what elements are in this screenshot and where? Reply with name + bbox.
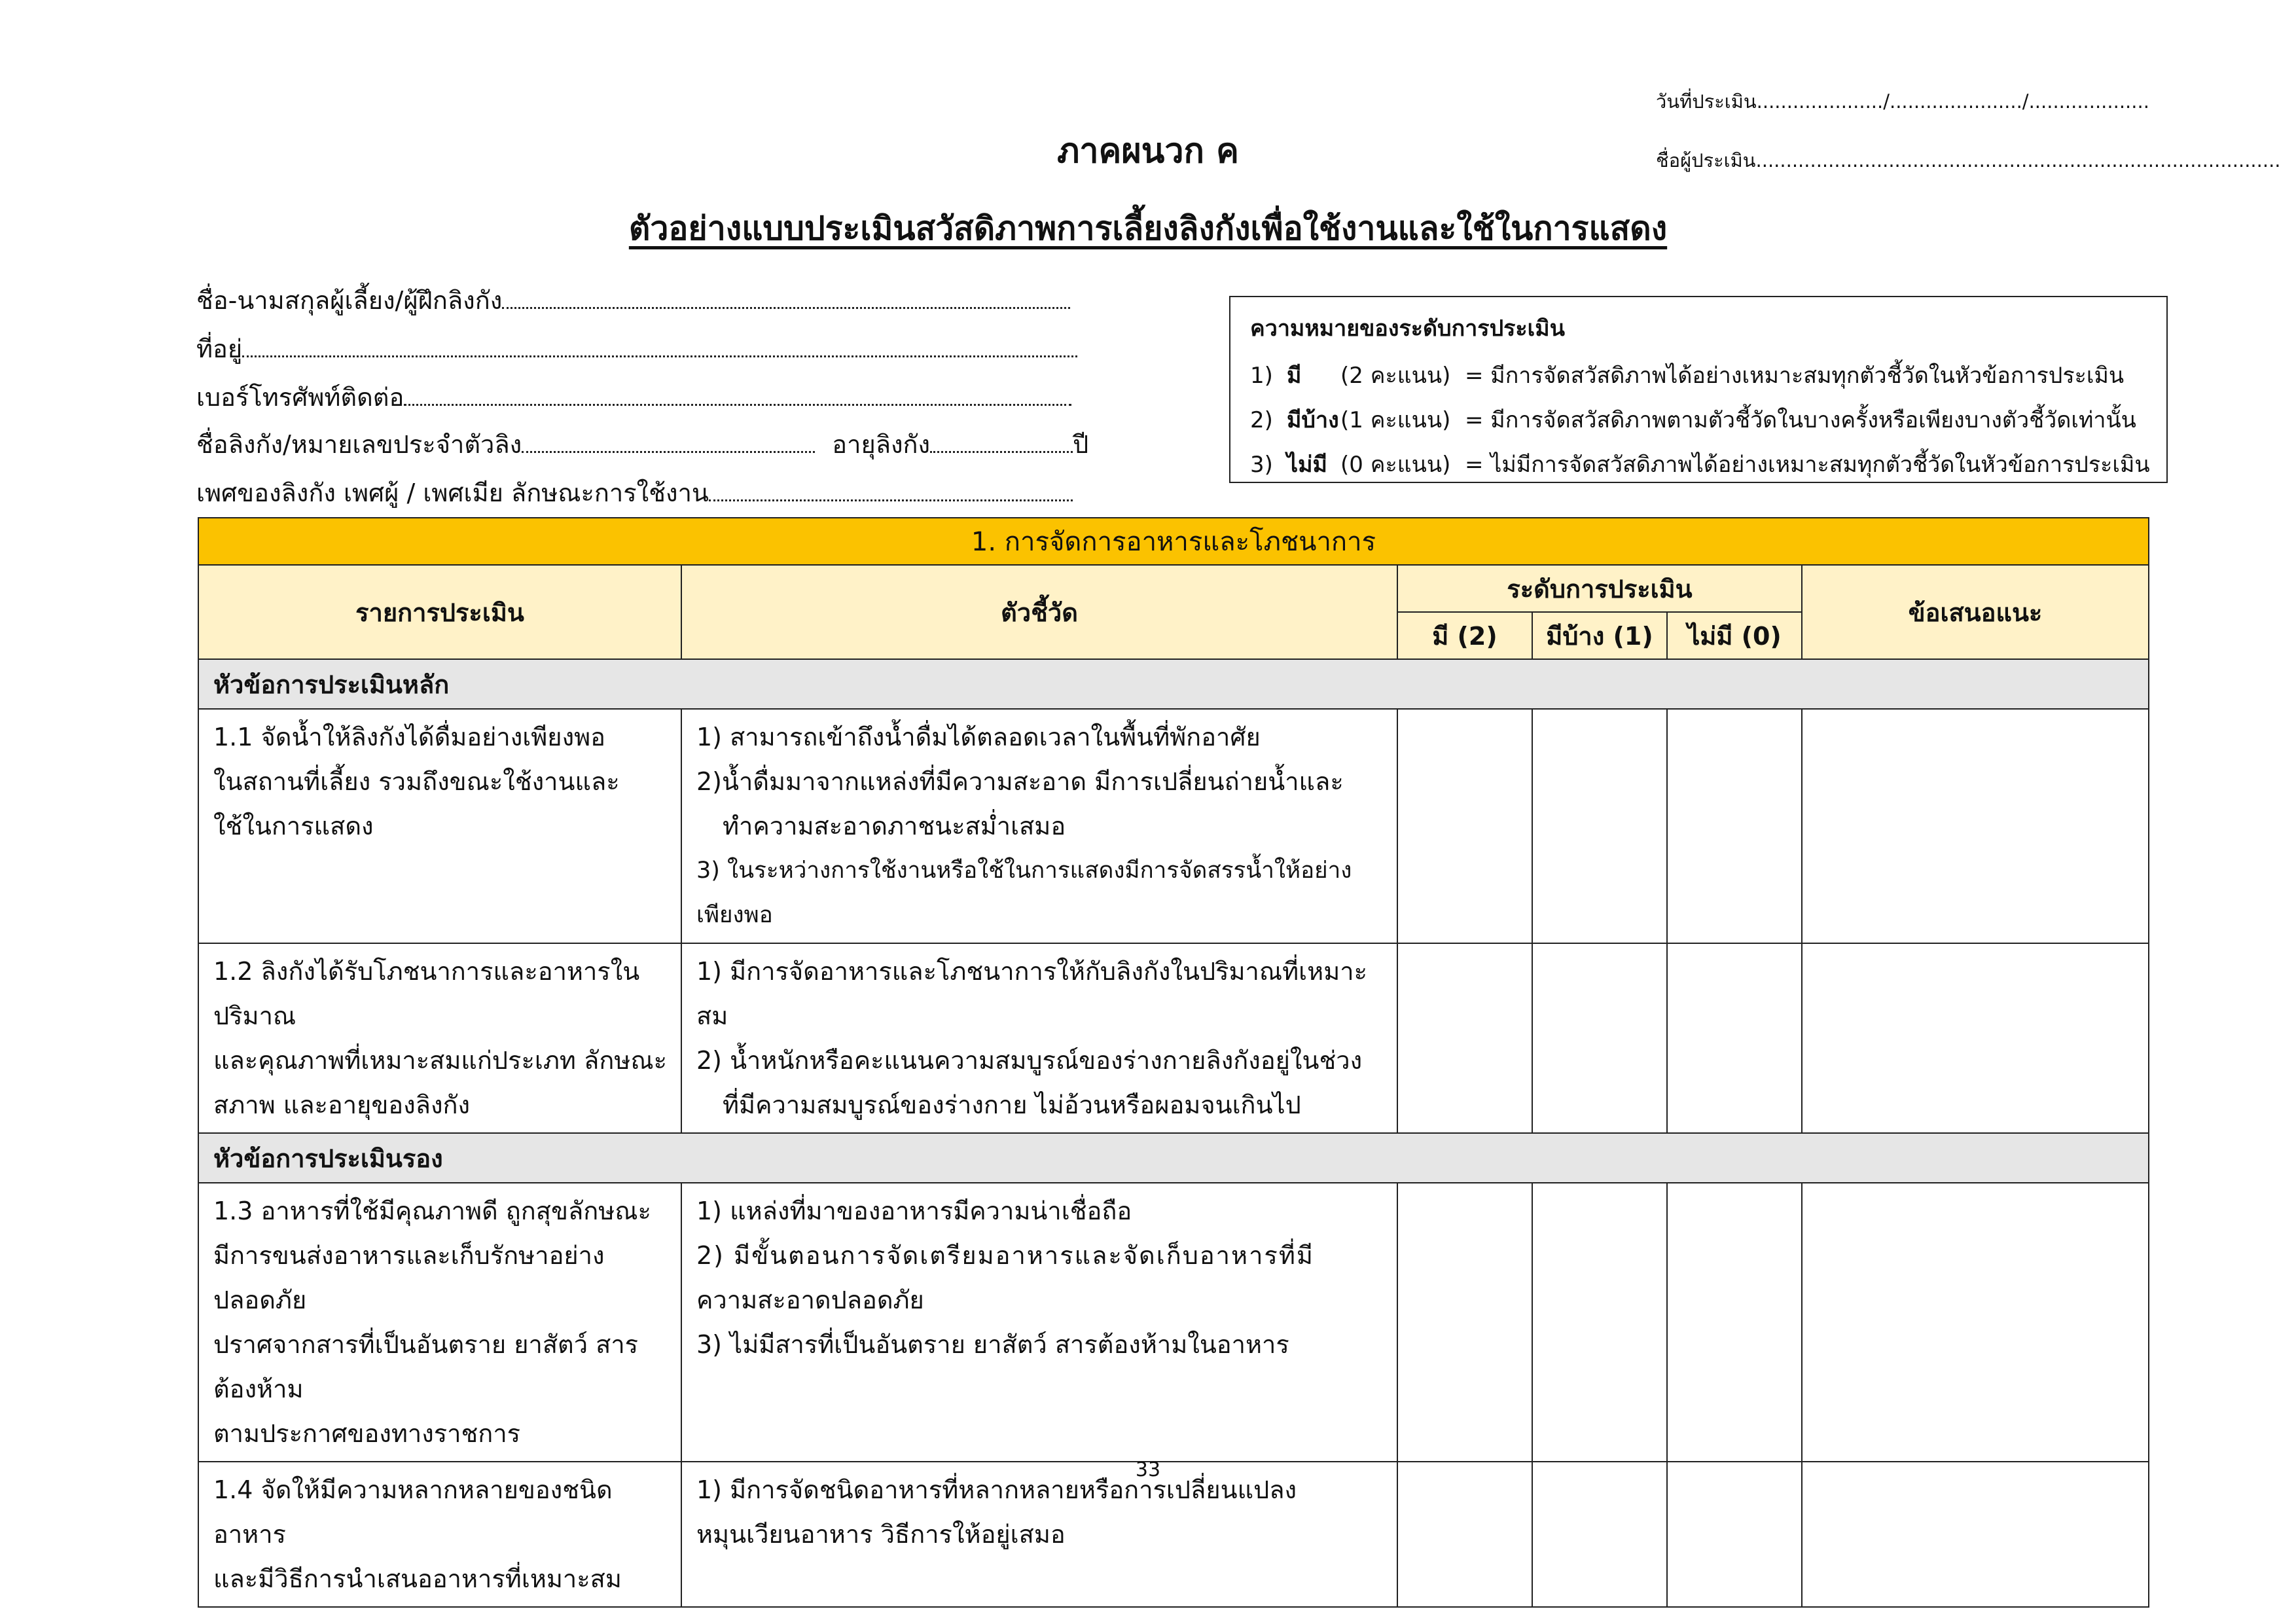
score-cell-0[interactable] (1667, 1183, 1802, 1462)
header-level-0: ไม่มี (0) (1667, 612, 1802, 659)
criteria-line: ใช้ในการแสดง (213, 812, 374, 840)
owner-name-field[interactable] (502, 287, 1070, 309)
score-cell-1[interactable] (1532, 1462, 1667, 1607)
criteria-line: ในสถานที่เลี้ยง รวมถึงขณะใช้งานและ (213, 767, 620, 796)
indicator-line: 1) แหล่งที่มาของอาหารมีความน่าเชื่อถือ (696, 1197, 1132, 1225)
phone-field[interactable] (404, 384, 1071, 406)
indicator-line: 2) น้ำหนักหรือคะแนนความสมบูรณ์ของร่างกายลิงกังอยู่ในช่วง (696, 1046, 1363, 1075)
monkey-id-line (196, 424, 1088, 464)
legend-points: (1 คะแนน) (1340, 407, 1451, 433)
sex-usage-line (196, 473, 1073, 513)
age-label: อายุลิงกัง (832, 430, 931, 459)
criteria-line: ปราศจากสารที่เป็นอันตราย ยาสัตว์ สารต้องห้าม (213, 1330, 639, 1403)
score-cell-2[interactable] (1397, 943, 1532, 1133)
secondary-group-title: หัวข้อการประเมินรอง (198, 1133, 2149, 1183)
criteria-line: และมีวิธีการนำเสนออาหารที่เหมาะสม (213, 1564, 622, 1593)
eval-date-label: วันที่ประเมิน (1656, 90, 1757, 113)
appendix-heading: ภาคผนวก ค (1057, 132, 1239, 171)
form-title: ตัวอย่างแบบประเมินสวัสดิภาพการเลี้ยงลิงกังเพื่อใช้งานและใช้ในการแสดง (628, 209, 1668, 247)
page-number: 33 (1135, 1458, 1161, 1481)
score-cell-2[interactable] (1397, 709, 1532, 943)
suggestion-cell[interactable] (1802, 1462, 2149, 1607)
suggestion-cell[interactable] (1802, 709, 2149, 943)
legend-row (1250, 402, 2147, 437)
criteria-line: 1.3 อาหารที่ใช้มีคุณภาพดี ถูกสุขลักษณะ (213, 1197, 651, 1225)
indicator-line: ทำความสะอาดภาชนะสม่ำเสมอ (723, 812, 1066, 840)
address-line (196, 329, 1077, 369)
legend-level: มี (1287, 363, 1302, 389)
header-level-2: มี (2) (1397, 612, 1532, 659)
indicator-cell (681, 709, 1397, 943)
table-row (198, 1183, 2149, 1462)
criteria-line: 1.1 จัดน้ำให้ลิงกังได้ดื่มอย่างเพียงพอ (213, 723, 606, 751)
indicator-cell (681, 1462, 1397, 1607)
criteria-line: และคุณภาพที่เหมาะสมแก่ประเภท ลักษณะ (213, 1046, 668, 1075)
eval-date-line (1656, 86, 2149, 117)
legend-row (1250, 357, 2147, 393)
indicator-line: 2)น้ำดื่มมาจากแหล่งที่มีความสะอาด มีการเปลี่ยนถ่ายน้ำและ (696, 767, 1344, 796)
indicator-line: 2) มีขั้นตอนการจัดเตรียมอาหารและจัดเก็บอาหารที่มี (696, 1241, 1314, 1270)
legend-title: ความหมายของระดับการประเมิน (1250, 316, 1565, 342)
monkey-id-field[interactable] (522, 431, 815, 453)
indicator-cell (681, 1183, 1397, 1462)
address-label: ที่อยู่ (196, 334, 243, 363)
score-cell-0[interactable] (1667, 1462, 1802, 1607)
indicator-line: หมุนเวียนอาหาร วิธีการให้อยู่เสมอ (696, 1520, 1066, 1549)
indicator-line: ความสะอาดปลอดภัย (696, 1286, 924, 1314)
assessment-table (198, 517, 2149, 1608)
indicator-line: ที่มีความสมบูรณ์ของร่างกาย ไม่อ้วนหรือผอมจนเกินไป (723, 1091, 1301, 1119)
indicator-line: 3) ในระหว่างการใช้งานหรือใช้ในการแสดงมีการจัดสรรน้ำให้อย่างเพียงพอ (696, 857, 1352, 928)
legend-desc: = มีการจัดสวัสดิภาพได้อย่างเหมาะสมทุกตัวชี้วัดในหัวข้อการประเมิน (1465, 363, 2125, 389)
age-field[interactable] (930, 431, 1073, 453)
legend-row (1250, 446, 2150, 482)
legend-points: (0 คะแนน) (1340, 452, 1451, 478)
indicator-cell (681, 943, 1397, 1133)
legend-num: 2) (1250, 407, 1273, 433)
table-row (198, 943, 2149, 1133)
header-indicators: ตัวชี้วัด (681, 565, 1397, 659)
score-cell-2[interactable] (1397, 1183, 1532, 1462)
criteria-line: สภาพ และอายุของลิงกัง (213, 1091, 471, 1119)
criteria-cell (198, 943, 681, 1133)
legend-level: มีบ้าง (1287, 407, 1339, 433)
owner-name-line (196, 280, 1070, 320)
usage-field[interactable] (709, 480, 1073, 501)
table-row (198, 1462, 2149, 1607)
section-title: 1. การจัดการอาหารและโภชนาการ (198, 518, 2149, 565)
score-cell-0[interactable] (1667, 943, 1802, 1133)
score-cell-2[interactable] (1397, 1462, 1532, 1607)
legend-points: (2 คะแนน) (1340, 363, 1451, 389)
main-group-title: หัวข้อการประเมินหลัก (198, 659, 2149, 709)
phone-label: เบอร์โทรศัพท์ติดต่อ (196, 383, 404, 412)
criteria-line: มีการขนส่งอาหารและเก็บรักษาอย่างปลอดภัย (213, 1241, 605, 1314)
indicator-line: 1) สามารถเข้าถึงน้ำดื่มได้ตลอดเวลาในพื้นที่พักอาศัย (696, 723, 1261, 751)
score-cell-1[interactable] (1532, 943, 1667, 1133)
monkey-id-label: ชื่อลิงกัง/หมายเลขประจำตัวลิง (196, 430, 522, 459)
legend-desc: = ไม่มีการจัดสวัสดิภาพได้อย่างเหมาะสมทุกตัวชี้วัดในหัวข้อการประเมิน (1465, 452, 2150, 478)
assessor-label: ชื่อผู้ประเมิน (1656, 149, 1756, 171)
legend-level: ไม่มี (1287, 452, 1327, 478)
age-unit: ปี (1073, 430, 1089, 459)
criteria-cell (198, 1462, 681, 1607)
criteria-cell (198, 1183, 681, 1462)
criteria-cell (198, 709, 681, 943)
table-row (198, 709, 2149, 943)
legend-box (1229, 296, 2168, 483)
header-level-group: ระดับการประเมิน (1397, 565, 1802, 612)
criteria-line: 1.4 จัดให้มีความหลากหลายของชนิดอาหาร (213, 1475, 613, 1549)
legend-num: 3) (1250, 452, 1273, 478)
score-cell-0[interactable] (1667, 709, 1802, 943)
legend-desc: = มีการจัดสวัสดิภาพตามตัวชี้วัดในบางครั้งหรือเพียงบางตัวชี้วัดเท่านั้น (1465, 407, 2136, 433)
header-criteria: รายการประเมิน (198, 565, 681, 659)
score-cell-1[interactable] (1532, 709, 1667, 943)
eval-date-field[interactable]: ...................../....................../.................... (1756, 90, 2149, 113)
header-suggestion: ข้อเสนอแนะ (1802, 565, 2149, 659)
address-field[interactable] (242, 336, 1077, 357)
criteria-line: ตามประกาศของทางราชการ (213, 1419, 521, 1448)
sex-usage-label: เพศของลิงกัง เพศผู้ / เพศเมีย ลักษณะการใช้งาน (196, 478, 709, 507)
header-level-1: มีบ้าง (1) (1532, 612, 1667, 659)
indicator-line: 1) มีการจัดอาหารและโภชนาการให้กับลิงกังในปริมาณที่เหมาะสม (696, 957, 1368, 1030)
score-cell-1[interactable] (1532, 1183, 1667, 1462)
owner-name-label: ชื่อ-นามสกุลผู้เลี้ยง/ผู้ฝึกลิงกัง (196, 286, 503, 315)
suggestion-cell[interactable] (1802, 1183, 2149, 1462)
phone-line (196, 377, 1071, 417)
assessor-field[interactable]: ....................................................................................... (1755, 149, 2281, 171)
legend-num: 1) (1250, 363, 1273, 389)
suggestion-cell[interactable] (1802, 943, 2149, 1133)
indicator-line: 1) มีการจัดชนิดอาหารที่หลากหลายหรือการเปลี่ยนแปลง (696, 1475, 1297, 1504)
criteria-line: 1.2 ลิงกังได้รับโภชนาการและอาหารในปริมาณ (213, 957, 640, 1030)
indicator-line: 3) ไม่มีสารที่เป็นอันตราย ยาสัตว์ สารต้องห้ามในอาหาร (696, 1330, 1289, 1359)
